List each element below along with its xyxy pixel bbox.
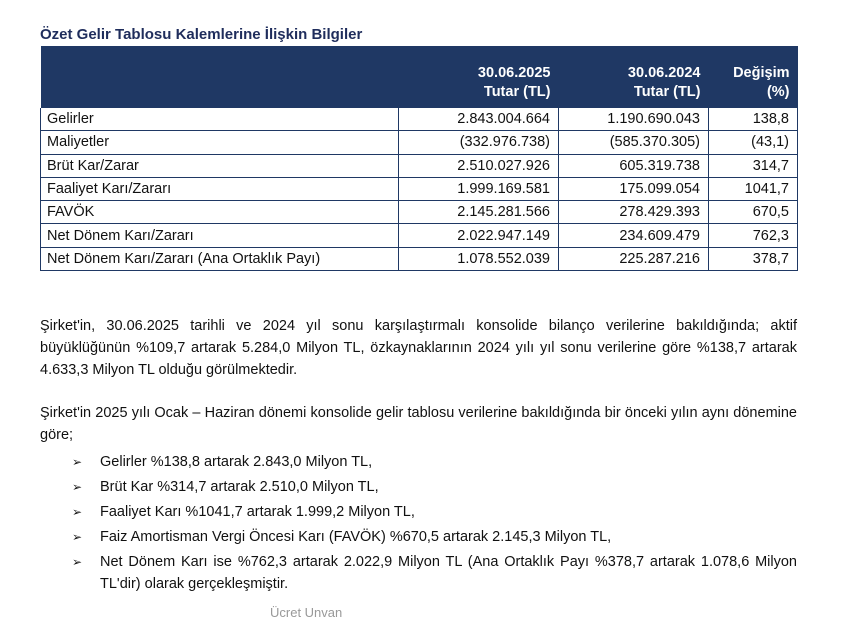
list-item — [70, 551, 797, 595]
list-item — [70, 451, 797, 473]
value-2024: 605.319.738 — [559, 154, 709, 177]
table-row — [41, 177, 798, 200]
income-intro-paragraph: Şirket'in 2025 yılı Ocak – Haziran dönemi konsolide gelir tablosu verilerine bakıldığında bir önceki yılın aynı dönemine göre; — [40, 404, 797, 443]
value-change: 314,7 — [709, 154, 798, 177]
row-label: Gelirler — [41, 108, 399, 131]
value-2025: 2.022.947.149 — [399, 224, 559, 247]
value-2025: 2.510.027.926 — [399, 154, 559, 177]
header-change-unit: (%) — [766, 84, 790, 100]
list-item-text: Brüt Kar %314,7 artarak 2.510,0 Milyon TL, — [100, 479, 379, 495]
list-item — [70, 501, 797, 523]
arrow-bullet-icon: ➢ — [71, 530, 83, 544]
row-label: Brüt Kar/Zarar — [41, 154, 399, 177]
highlights-list — [70, 451, 797, 598]
value-2025: 1.999.169.581 — [399, 177, 559, 200]
section-title: Özet Gelir Tablosu Kalemlerine İlişkin Bilgiler — [40, 26, 363, 43]
row-label: Net Dönem Karı/Zararı (Ana Ortaklık Payı) — [41, 247, 399, 270]
header-2025-unit: Tutar (TL) — [483, 84, 551, 100]
list-item-text: Faiz Amortisman Vergi Öncesi Karı (FAVÖK) %670,5 artarak 2.145,3 Milyon TL, — [100, 529, 612, 545]
table-row — [41, 201, 798, 224]
arrow-bullet-icon: ➢ — [71, 455, 83, 469]
row-label: Faaliyet Karı/Zararı — [41, 177, 399, 200]
list-item-text: Net Dönem Karı ise %762,3 artarak 2.022,9 Milyon TL (Ana Ortaklık Payı %378,7 artarak 1.078,6 Milyon TL'dir) olarak gerçekleşmiştir. — [100, 554, 797, 592]
list-item — [70, 476, 797, 498]
row-label: Maliyetler — [41, 131, 399, 154]
value-2024: (585.370.305) — [559, 131, 709, 154]
value-change: 138,8 — [709, 108, 798, 131]
header-2024-date: 30.06.2024 — [627, 65, 701, 81]
row-label: FAVÖK — [41, 201, 399, 224]
header-label-column — [41, 46, 399, 108]
cropped-footer-text: Ücret Unvan — [270, 605, 343, 620]
list-item — [70, 526, 797, 548]
table-header-row — [41, 46, 798, 108]
income-summary-table — [40, 46, 798, 271]
value-change: (43,1) — [709, 131, 798, 154]
balance-sheet-paragraph: Şirket'in, 30.06.2025 tarihli ve 2024 yıl sonu karşılaştırmalı konsolide bilanço verilerine bakıldığında; aktif büyüklüğünün %109,7 artarak 5.284,0 Milyon TL, özkaynaklarının 2024 yılı yıl sonu verilerine göre %138,7 artarak 4.633,3 Milyon TL olduğu görülmektedir. — [40, 317, 797, 378]
value-change: 762,3 — [709, 224, 798, 247]
value-change: 670,5 — [709, 201, 798, 224]
header-2025-date: 30.06.2025 — [477, 65, 551, 81]
list-item-text: Gelirler %138,8 artarak 2.843,0 Milyon TL, — [100, 454, 373, 470]
table-row — [41, 108, 798, 131]
value-2024: 1.190.690.043 — [559, 108, 709, 131]
header-change-label: Değişim — [733, 65, 790, 81]
value-2024: 234.609.479 — [559, 224, 709, 247]
header-2024 — [559, 46, 709, 108]
value-change: 378,7 — [709, 247, 798, 270]
arrow-bullet-icon: ➢ — [71, 480, 83, 494]
table-row — [41, 247, 798, 270]
arrow-bullet-icon: ➢ — [71, 505, 83, 519]
header-2025 — [399, 46, 559, 108]
value-change: 1041,7 — [709, 177, 798, 200]
table-row — [41, 154, 798, 177]
value-2025: 1.078.552.039 — [399, 247, 559, 270]
value-2025: 2.145.281.566 — [399, 201, 559, 224]
value-2024: 225.287.216 — [559, 247, 709, 270]
header-2024-unit: Tutar (TL) — [633, 84, 701, 100]
list-item-text: Faaliyet Karı %1041,7 artarak 1.999,2 Milyon TL, — [100, 504, 415, 520]
value-2025: (332.976.738) — [399, 131, 559, 154]
row-label: Net Dönem Karı/Zararı — [41, 224, 399, 247]
value-2024: 278.429.393 — [559, 201, 709, 224]
table-row — [41, 224, 798, 247]
value-2024: 175.099.054 — [559, 177, 709, 200]
header-change — [709, 46, 798, 108]
table-row — [41, 131, 798, 154]
value-2025: 2.843.004.664 — [399, 108, 559, 131]
arrow-bullet-icon: ➢ — [71, 555, 83, 569]
